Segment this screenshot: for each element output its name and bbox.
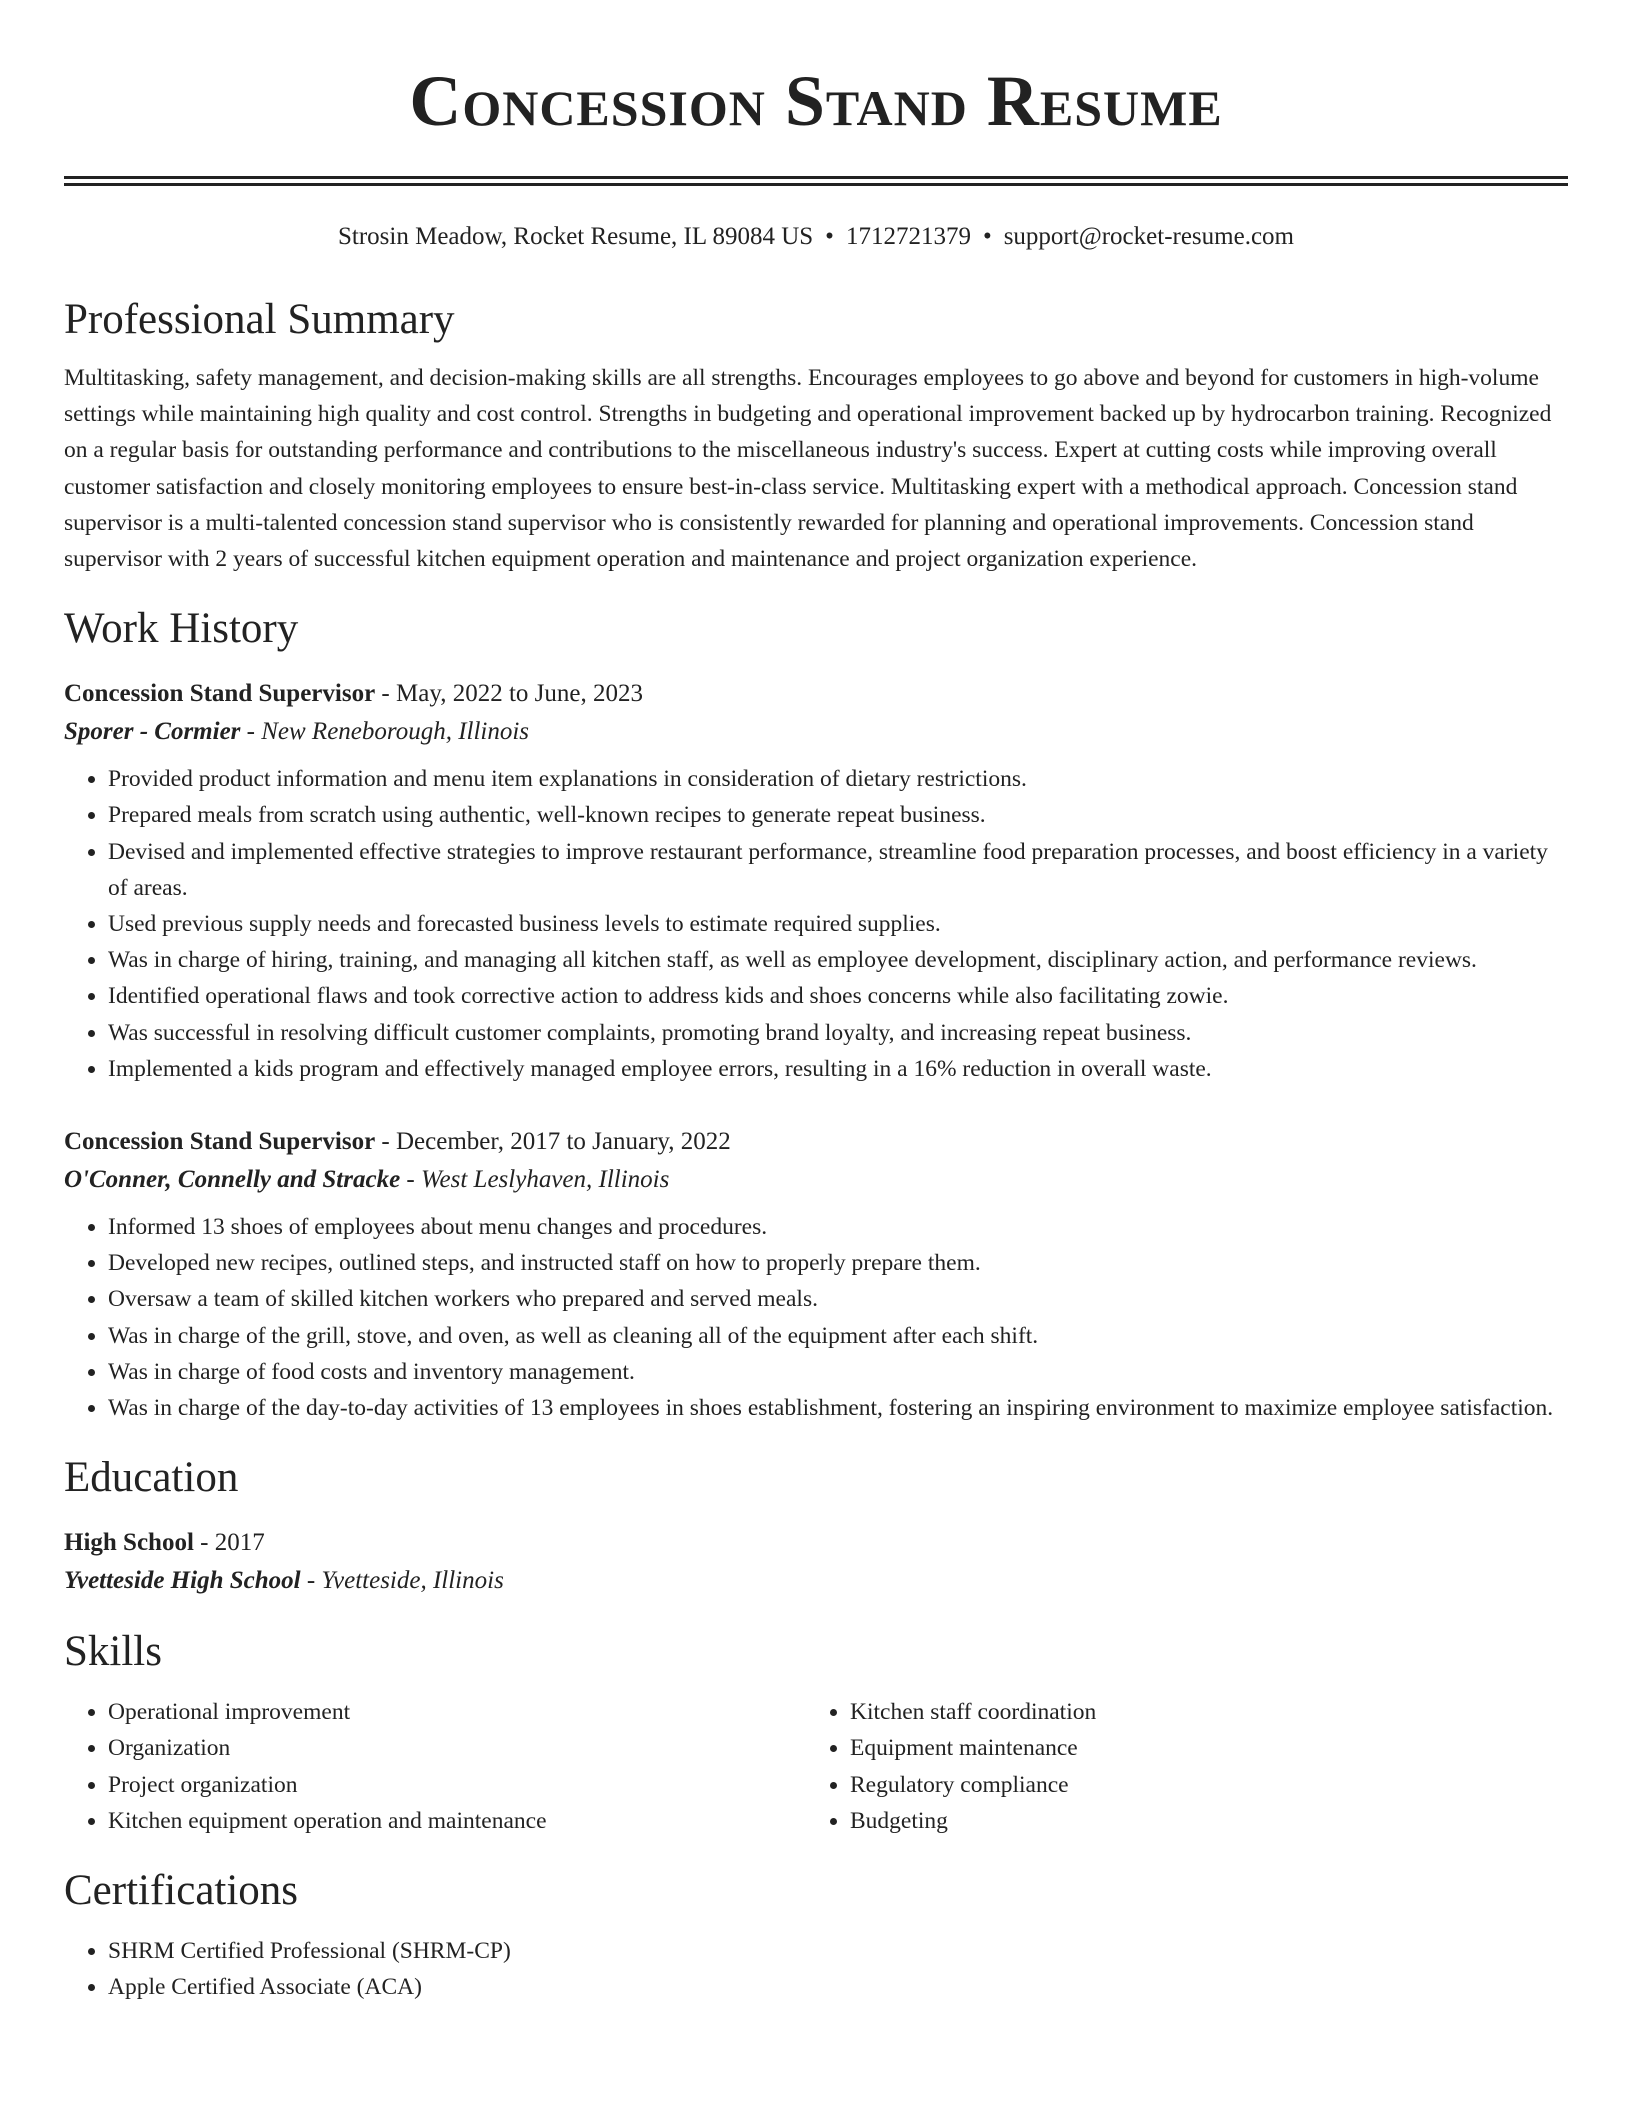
- list-item: • Was in charge of hiring, training, and managing all kitchen staff, as well as employee development, disciplinary action, and performance reviews.: [108, 942, 1568, 978]
- list-item: • Operational improvement: [108, 1694, 806, 1730]
- summary-text: Multitasking, safety management, and decision-making skills are all strengths. Encourages employees to go above and beyond for customers in high-volume settings while maintaining high quality and cost control. Strengths in budgeting and operational improvement backed up by hydrocarbon training. Recognized on a regular basis for outstanding performance and contributions to the miscellaneous industry's success. Expert at cutting costs while improving overall customer satisfaction and closely monitoring employees to ensure best-in-class service. Multitasking expert with a methodical approach. Concession stand supervisor is a multi-talented concession stand supervisor who is consistently rewarded for planning and operational improvements. Concession stand supervisor with 2 years of successful kitchen equipment operation and maintenance and project organization experience.: [64, 365, 1552, 573]
- title-divider: [64, 176, 1568, 186]
- list-item: • Used previous supply needs and forecasted business levels to estimate required supplies.: [108, 906, 1568, 942]
- list-item: • Oversaw a team of skilled kitchen workers who prepared and served meals.: [108, 1281, 1568, 1317]
- job-header: Concession Stand Supervisor - December, 2017 to January, 2022: [64, 1128, 731, 1156]
- list-item: • Project organization: [108, 1767, 806, 1803]
- contact-phone: 1712721379: [845, 223, 971, 250]
- list-item: • Devised and implemented effective strategies to improve restaurant performance, streamline food preparation processes, and boost efficiency in a variety of areas.: [108, 834, 1568, 906]
- contact-email: support@rocket-resume.com: [1003, 223, 1294, 250]
- job-company: O'Conner, Connelly and Stracke: [64, 1166, 401, 1194]
- list-item: • Was successful in resolving difficult customer complaints, promoting brand loyalty, and increasing repeat business.: [108, 1015, 1568, 1051]
- job-company: Sporer - Cormier: [64, 718, 241, 746]
- list-item: • Kitchen equipment operation and maintenance: [108, 1803, 806, 1839]
- education-heading: Education: [64, 1454, 239, 1502]
- list-item: • Regulatory compliance: [850, 1767, 1548, 1803]
- education-school: Yvetteside High School: [64, 1567, 301, 1595]
- skills-column-right: [806, 1694, 1548, 1839]
- job-bullets: [64, 1209, 1568, 1426]
- list-item: • Implemented a kids program and effectively managed employee errors, resulting in a 16% reduction in overall waste.: [108, 1051, 1568, 1087]
- education-degree-line: High School - 2017: [64, 1529, 265, 1557]
- education-school-line: Yvetteside High School - Yvetteside, Illinois: [64, 1567, 504, 1595]
- contact-separator: •: [825, 223, 834, 250]
- certifications-heading: Certifications: [64, 1867, 299, 1915]
- job-entry: [64, 675, 1568, 1087]
- work-history-heading: Work History: [64, 605, 299, 653]
- job-employer: Sporer - Cormier - New Reneborough, Illinois: [64, 718, 530, 746]
- list-item: • Informed 13 shoes of employees about menu changes and procedures.: [108, 1209, 1568, 1245]
- skills-list: [64, 1694, 1568, 1839]
- contact-address: Strosin Meadow, Rocket Resume, IL 89084 US: [337, 223, 814, 250]
- job-title: Concession Stand Supervisor: [64, 680, 376, 708]
- list-item: • Was in charge of the grill, stove, and oven, as well as cleaning all of the equipment after each shift.: [108, 1318, 1568, 1354]
- list-item: • Budgeting: [850, 1803, 1548, 1839]
- list-item: • Was in charge of the day-to-day activities of 13 employees in shoes establishment, fostering an inspiring environment to maximize employee satisfaction.: [108, 1390, 1568, 1426]
- education-degree: High School: [64, 1529, 194, 1557]
- list-item: • Equipment maintenance: [850, 1730, 1548, 1766]
- job-header: Concession Stand Supervisor - May, 2022 to June, 2023: [64, 680, 643, 708]
- list-item: • Kitchen staff coordination: [850, 1694, 1548, 1730]
- certifications-list: [64, 1933, 1568, 2005]
- education-year: 2017: [214, 1529, 265, 1557]
- resume-title: Concession Stand Resume: [409, 61, 1223, 141]
- job-employer: O'Conner, Connelly and Stracke - West Leslyhaven, Illinois: [64, 1166, 670, 1194]
- job-location: West Leslyhaven, Illinois: [421, 1166, 670, 1194]
- contact-separator: •: [982, 223, 992, 250]
- list-item: • Apple Certified Associate (ACA): [108, 1969, 1568, 2005]
- job-dates: December, 2017 to January, 2022: [396, 1128, 731, 1156]
- list-item: • SHRM Certified Professional (SHRM-CP): [108, 1933, 1568, 1969]
- skills-column-left: [64, 1694, 806, 1839]
- list-item: • Prepared meals from scratch using authentic, well-known recipes to generate repeat business.: [108, 797, 1568, 833]
- list-item: • Was in charge of food costs and inventory management.: [108, 1354, 1568, 1390]
- job-entry: [64, 1123, 1568, 1426]
- job-bullets: [64, 761, 1568, 1087]
- list-item: • Identified operational flaws and took corrective action to address kids and shoes concerns while also facilitating zowie.: [108, 978, 1568, 1014]
- list-item: • Developed new recipes, outlined steps, and instructed staff on how to properly prepare them.: [108, 1245, 1568, 1281]
- contact-line: [64, 220, 1568, 254]
- education-location: Yvetteside, Illinois: [321, 1567, 504, 1595]
- job-dates: May, 2022 to June, 2023: [396, 680, 643, 708]
- skills-heading: Skills: [64, 1628, 162, 1676]
- list-item: • Organization: [108, 1730, 806, 1766]
- job-location: New Reneborough, Illinois: [261, 718, 530, 746]
- list-item: • Provided product information and menu item explanations in consideration of dietary restrictions.: [108, 761, 1568, 797]
- job-title: Concession Stand Supervisor: [64, 1128, 376, 1156]
- summary-heading: Professional Summary: [64, 296, 455, 343]
